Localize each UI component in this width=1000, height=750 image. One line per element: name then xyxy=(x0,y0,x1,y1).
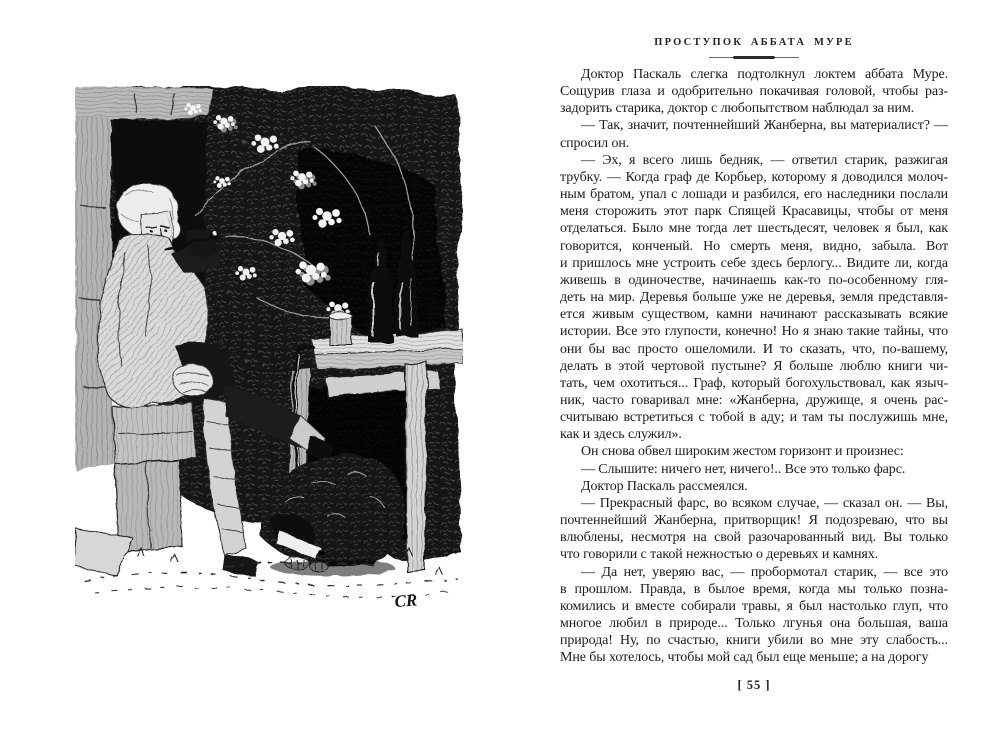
text-line: Мне бы хотелось, чтобы мой сад был еще меньше; а на дорогу xyxy=(560,650,929,666)
text-line: — Эх, я всего лишь бедняк, — ответил старик, разжигая xyxy=(581,152,948,168)
text-line: говорится, конченый. Но смерть меня, видно, забыла. Вот xyxy=(560,238,948,254)
text-line: делать в этой чертовой пустыне? Я больше люблю книги чи- xyxy=(560,358,948,374)
text-column xyxy=(560,66,948,666)
paragraph xyxy=(560,117,948,151)
text-line: считываю встретиться с тобой в аду; и там ты послужишь мне, xyxy=(560,410,948,426)
header-rule-thick xyxy=(733,56,775,59)
header-rule xyxy=(709,55,799,59)
paragraph xyxy=(560,564,948,667)
text-line: Сощурив глаза и одобрительно покачивая головой, чтобы раз- xyxy=(560,84,948,100)
text-line: тать, чем охотиться... Граф, который богохульствовал, как языч- xyxy=(560,375,948,391)
paragraph xyxy=(560,152,948,444)
text-line: ется живым существом, камни начинают рассказывать всякие xyxy=(560,307,948,323)
paragraph xyxy=(560,478,948,495)
text-line: многое любил в природе... Только лгунья она большая, ваша xyxy=(560,616,948,631)
text-line: они бы вас просто ошеломили. И то сказать, что, по-вашему, xyxy=(560,341,948,357)
text-line: что говорили с такой нежностью о деревьях и камнях. xyxy=(560,547,879,563)
paragraph xyxy=(560,443,948,460)
paragraph xyxy=(560,495,948,564)
text-line: влюблены, несмотря на свой разочарованный вид. Вы только xyxy=(560,530,948,546)
text-line: истории. Все это глупости, конечно! Но я знаю такие тайны, что xyxy=(560,324,948,340)
running-head: ПРОСТУПОК АББАТА МУРЕ xyxy=(654,37,854,48)
text-line: отделаться. Было мне тогда лет шестьдесят, человек я был, как xyxy=(560,221,948,237)
text-line: ным братом, упал с лошади и разбился, его наследники послали xyxy=(560,187,948,203)
artist-monogram: CR xyxy=(393,590,418,611)
header-rule-thin-left xyxy=(709,57,733,58)
text-line: природа! Ну, по счастью, книги убили во мне эту слабость... xyxy=(560,633,948,649)
text-line: задорить старика, доктор с любопытством наблюдал за ним. xyxy=(560,101,915,117)
paragraph xyxy=(560,461,948,478)
text-line: — Слышите: ничего нет, ничего!.. Все это только фарс. xyxy=(581,461,906,477)
text-line: и пришлось мне устроить себе здесь берлогу... Видите ли, когда xyxy=(560,255,948,271)
text-line: Доктор Паскаль слегка подтолкнул локтем аббата Муре. xyxy=(581,67,948,82)
text-line: ник, часто говаривал мне: «Жанберна, дружище, я очень рас- xyxy=(560,392,948,408)
paragraph xyxy=(560,66,948,117)
text-line: — Так, значит, почтеннейший Жанберна, вы материалист? — xyxy=(581,118,948,134)
text-line: меня сторожить этот парк Спящей Красавицы, чтобы от меня xyxy=(560,204,948,220)
text-line: деть на мир. Деревья больше уже не деревья, земля представля- xyxy=(560,290,948,306)
text-line: спросил он. xyxy=(560,135,630,151)
page-number: [ 55 ] xyxy=(737,678,771,692)
text-line: Доктор Паскаль рассмеялся. xyxy=(581,478,748,494)
header-rule-thin-right xyxy=(775,57,799,58)
text-line: как и здесь служил». xyxy=(560,427,682,443)
text-line: Он снова обвел широким жестом горизонт и произнес: xyxy=(581,444,904,460)
engraving-illustration xyxy=(75,86,463,615)
text-line: почтеннейший Жанберна, притворщик! Я подозреваю, что вы xyxy=(560,513,948,529)
text-line: — Да нет, уверяю вас, — пробормотал старик, — все это xyxy=(581,564,948,580)
text-line: в прошлом. Правда, в былое время, когда мы только позна- xyxy=(560,581,948,597)
text-line: — Прекрасный фарс, во всяком случае, — сказал он. — Вы, xyxy=(581,495,948,511)
text-line: трубку. — Когда граф де Корбьер, которому я доводился молоч- xyxy=(560,169,948,185)
text-line: комились и вместе собирали травы, я был настолько глуп, что xyxy=(560,598,948,614)
text-line: живешь в одиночестве, начинаешь как-то по-особенному гля- xyxy=(560,272,948,288)
